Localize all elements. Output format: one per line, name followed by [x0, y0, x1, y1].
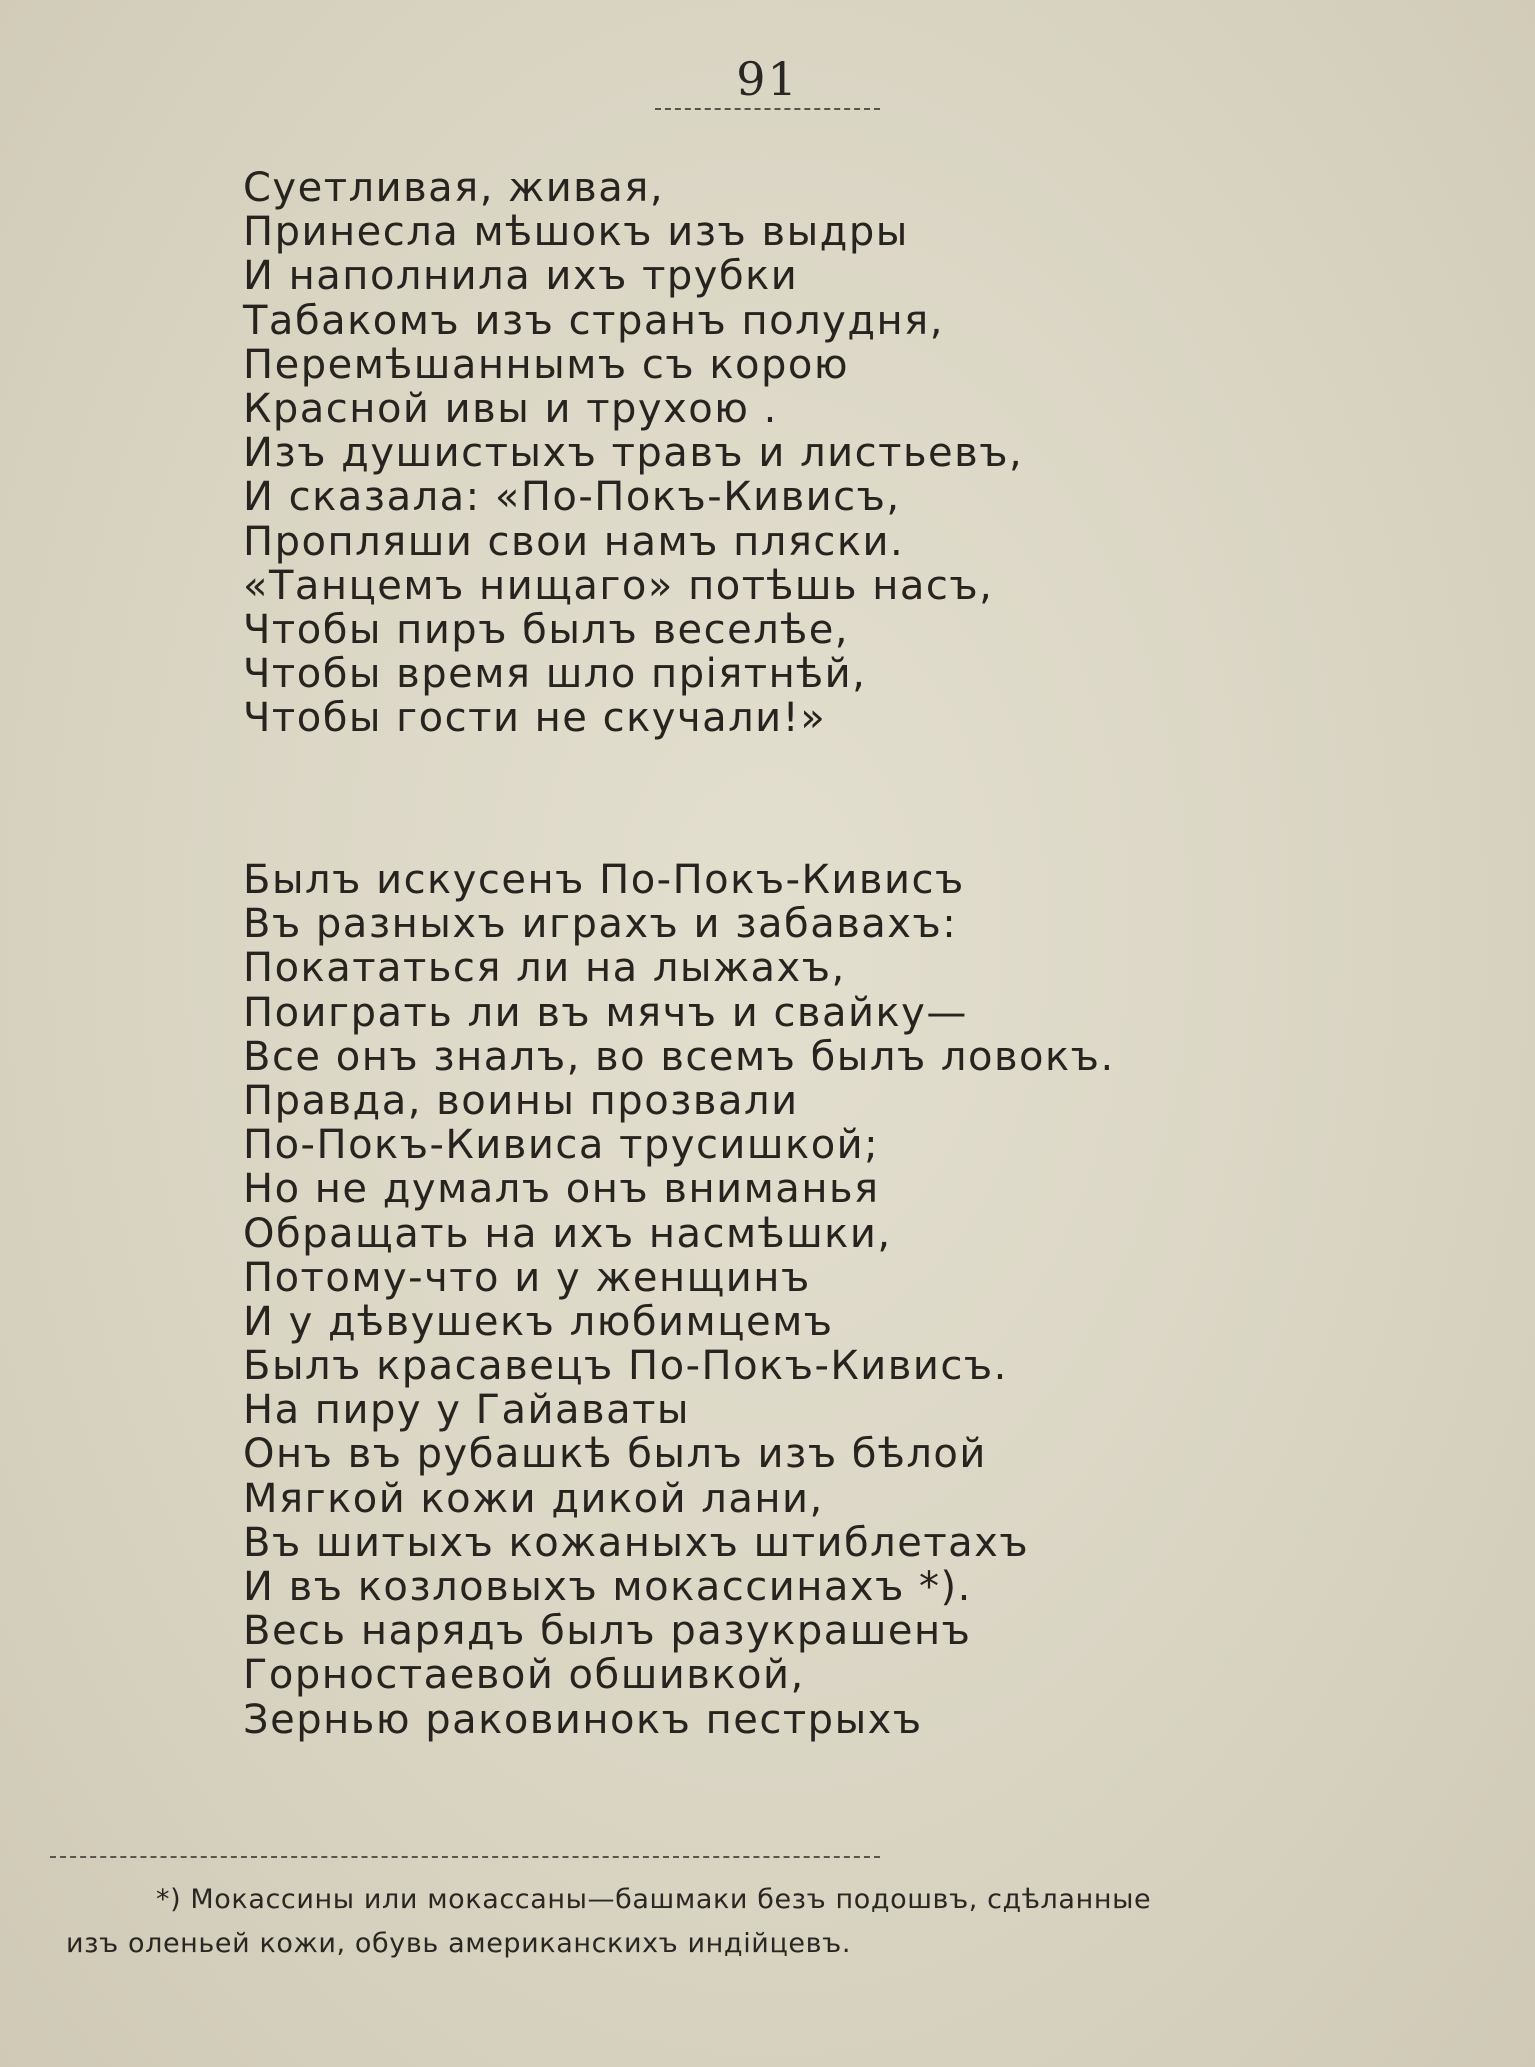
verse-line: Весь нарядъ былъ разукрашенъ	[243, 1608, 972, 1655]
verse-line: Обращать на ихъ насмѣшки,	[243, 1210, 892, 1257]
verse-line: Но не думалъ онъ вниманья	[243, 1166, 880, 1213]
verse-line: Горностаевой обшивкой,	[243, 1652, 805, 1699]
stanza-2	[243, 858, 1115, 1742]
verse-line: Все онъ зналъ, во всемъ былъ ловокъ.	[243, 1033, 1115, 1080]
verse-line: Былъ искусенъ По-Покъ-Кивисъ	[243, 857, 965, 903]
verse-line: Въ шитыхъ кожаныхъ штиблетахъ	[243, 1519, 1030, 1566]
page-number: 91	[736, 52, 799, 106]
verse-line: Мягкой кожи дикой лани,	[243, 1475, 824, 1522]
verse-line: Чтобы пиръ былъ веселѣе,	[243, 606, 850, 653]
verse-line: Правда, воины прозвали	[243, 1077, 799, 1124]
verse-line: Пропляши свои намъ пляски.	[243, 518, 905, 565]
verse-line: Чтобы гости не скучали!»	[243, 695, 827, 742]
verse-line: Покататься ли на лыжахъ,	[243, 945, 846, 992]
verse-line: Принесла мѣшокъ изъ выдры	[243, 209, 909, 256]
footnote-rule	[50, 1856, 880, 1858]
verse-line: Онъ въ рубашкѣ былъ изъ бѣлой	[243, 1431, 987, 1478]
verse-line: И въ козловыхъ мокассинахъ *).	[243, 1564, 972, 1610]
verse-line: И сказала: «По-Покъ-Кивисъ,	[243, 474, 901, 521]
verse-line: Изъ душистыхъ травъ и листьевъ,	[243, 430, 1024, 477]
footnote-line: *) Мокассины или мокассаны—башмаки безъ подошвъ, сдѣланные	[156, 1884, 1152, 1915]
verse-line: Зернью раковинокъ пестрыхъ	[243, 1696, 923, 1743]
verse-line: И наполнила ихъ трубки	[243, 253, 799, 300]
verse-line: Въ разныхъ играхъ и забавахъ:	[243, 901, 958, 948]
verse-line: Поиграть ли въ мячъ и свайку—	[243, 989, 968, 1036]
verse-line: И у дѣвушекъ любимцемъ	[243, 1298, 834, 1345]
verse-line: «Танцемъ нищаго» потѣшь насъ,	[243, 562, 994, 609]
header-rule	[655, 108, 880, 110]
verse-line: Табакомъ изъ странъ полудня,	[243, 297, 944, 344]
verse-line: По-Покъ-Кивиса трусишкой;	[243, 1122, 880, 1169]
verse-line: Красной ивы и трухою .	[243, 385, 778, 432]
verse-line: Былъ красавецъ По-Покъ-Кивисъ.	[243, 1343, 1008, 1390]
stanza-1	[243, 166, 1023, 740]
verse-line: Чтобы время шло пріятнѣй,	[243, 651, 867, 698]
footnote	[66, 1878, 1476, 1966]
verse-line: На пиру у Гайаваты	[243, 1387, 690, 1434]
verse-line: Потому-что и у женщинъ	[243, 1254, 811, 1301]
verse-line: Перемѣшаннымъ съ корою	[243, 341, 850, 388]
verse-line: Суетливая, живая,	[243, 165, 665, 211]
footnote-line: изъ оленьей кожи, обувь американскихъ индійцевъ.	[66, 1928, 852, 1959]
